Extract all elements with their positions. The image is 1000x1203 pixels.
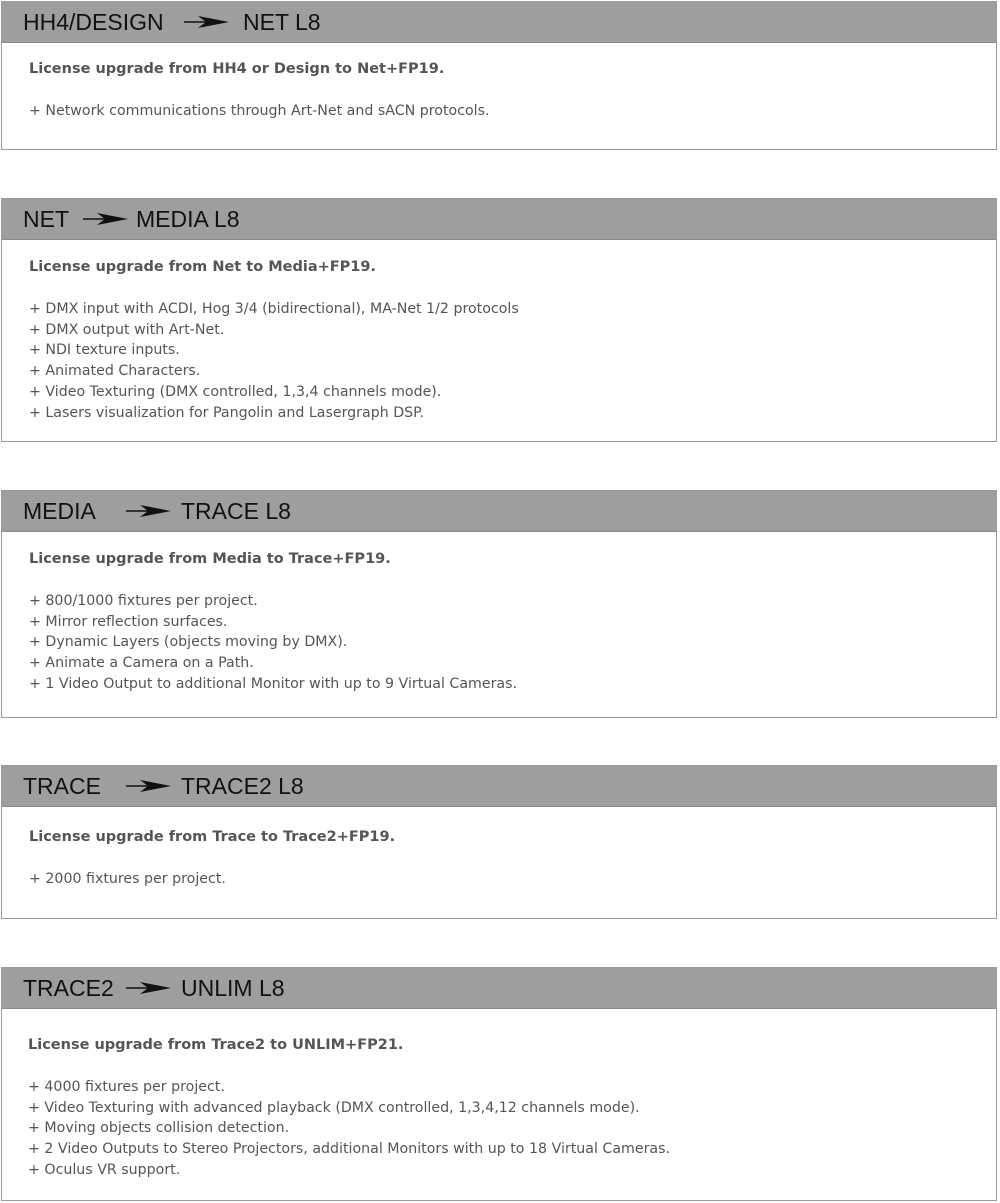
feature-item: + NDI texture inputs. (29, 342, 180, 359)
feature-item: + 2 Video Outputs to Stereo Projectors, additional Monitors with up to 18 Virtual Cameras. (28, 1141, 671, 1158)
feature-list (28, 1077, 996, 1181)
upgrade-from-label: HH4/DESIGN (23, 9, 164, 35)
upgrade-card-media-trace (1, 490, 997, 718)
card-body (2, 807, 996, 890)
card-header (2, 766, 996, 807)
card-header (2, 2, 996, 43)
card-title: License upgrade from Net to Media+FP19. (29, 259, 376, 275)
card-header (2, 968, 996, 1009)
feature-item: + Video Texturing (DMX controlled, 1,3,4 channels mode). (29, 383, 442, 400)
feature-list (29, 101, 996, 122)
card-body (2, 532, 996, 695)
upgrade-card-trace2-unlim (1, 967, 997, 1201)
feature-item: + 800/1000 fixtures per project. (29, 593, 258, 609)
card-title: License upgrade from HH4 or Design to Net+FP19. (29, 61, 445, 77)
card-header (2, 199, 996, 240)
upgrade-to-label: UNLIM L8 (181, 975, 285, 1001)
feature-item: + Video Texturing with advanced playback (DMX controlled, 1,3,4,12 channels mode). (28, 1099, 640, 1116)
upgrade-to-label: TRACE2 L8 (181, 773, 304, 799)
feature-item: + DMX output with Art-Net. (29, 321, 225, 338)
upgrade-from-label: NET (23, 206, 69, 232)
card-body (2, 43, 996, 122)
feature-item: + Dynamic Layers (objects moving by DMX). (29, 634, 348, 651)
upgrade-to-label: MEDIA L8 (136, 206, 240, 232)
card-title: License upgrade from Trace to Trace2+FP19. (29, 829, 396, 845)
right-arrow-icon (126, 980, 172, 996)
card-title: License upgrade from Trace2 to UNLIM+FP21. (28, 1037, 404, 1053)
upgrade-card-net-media (1, 198, 997, 442)
card-body (2, 1009, 996, 1181)
upgrade-from-label: TRACE (23, 773, 101, 799)
right-arrow-icon (184, 14, 230, 30)
feature-list (29, 299, 996, 423)
upgrade-from-label: MEDIA (23, 498, 96, 524)
feature-item: + Lasers visualization for Pangolin and Lasergraph DSP. (29, 404, 424, 421)
upgrade-from-label: TRACE2 (23, 975, 114, 1001)
feature-item: + Moving objects collision detection. (28, 1120, 290, 1137)
card-header (2, 491, 996, 532)
feature-item: + Network communications through Art-Net and sACN protocols. (29, 103, 490, 119)
feature-list (29, 591, 996, 695)
feature-item: + Oculus VR support. (28, 1161, 181, 1178)
upgrade-to-label: TRACE L8 (181, 498, 291, 524)
feature-item: + Mirror reflection surfaces. (29, 613, 228, 630)
card-title: License upgrade from Media to Trace+FP19. (29, 551, 391, 567)
upgrade-card-trace-trace2 (1, 765, 997, 919)
feature-item: + 2000 fixtures per project. (29, 871, 226, 887)
feature-item: + 4000 fixtures per project. (28, 1079, 225, 1095)
feature-list (29, 869, 996, 890)
right-arrow-icon (126, 503, 172, 519)
right-arrow-icon (126, 778, 172, 794)
upgrade-to-label: NET L8 (243, 9, 321, 35)
feature-item: + Animated Characters. (29, 363, 201, 380)
upgrade-card-hh4-net (1, 1, 997, 150)
feature-item: + 1 Video Output to additional Monitor with up to 9 Virtual Cameras. (29, 675, 517, 692)
feature-item: + DMX input with ACDI, Hog 3/4 (bidirectional), MA-Net 1/2 protocols (29, 301, 519, 317)
right-arrow-icon (83, 211, 129, 227)
feature-item: + Animate a Camera on a Path. (29, 655, 254, 672)
card-body (2, 240, 996, 423)
